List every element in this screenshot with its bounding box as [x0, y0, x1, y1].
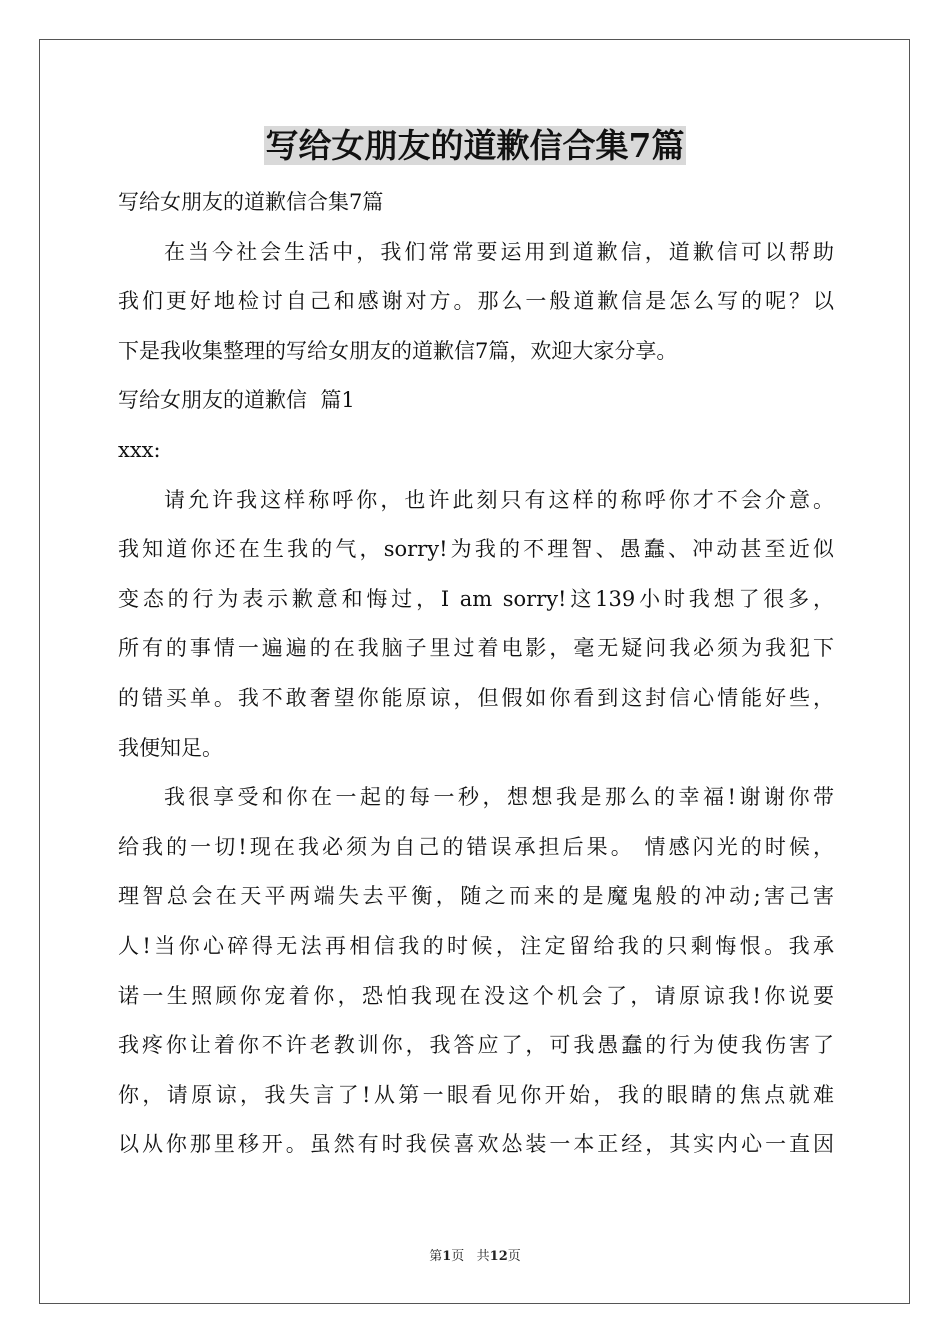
footer-page-number: 1 [442, 1249, 452, 1264]
footer-middle: 页 共 [451, 1249, 490, 1264]
intro-line: 在当今社会生活中，我们常常要运用到道歉信，道歉信可以帮助 [164, 239, 834, 264]
paragraph1-line: 所有的事情一遍遍的在我脑子里过着电影，毫无疑问我必须为我犯下 [118, 636, 834, 661]
paragraph2-line: 人!当你心碎得无法再相信我的时候，注定留给我的只剩悔恨。我承 [118, 933, 834, 958]
paragraph2-line: 我疼你让着你不许老教训你，我答应了，可我愚蠢的行为使我伤害了 [118, 1033, 834, 1058]
paragraph1-line: 我知道你还在生我的气，sorry!为我的不理智、愚蠢、冲动甚至近似 [118, 537, 834, 562]
salutation: xxx: [118, 437, 161, 462]
footer-prefix: 第 [429, 1249, 443, 1264]
document-title-text: 写给女朋友的道歉信合集7篇 [265, 126, 685, 165]
document-body [118, 178, 834, 1170]
subtitle: 写给女朋友的道歉信合集7篇 [118, 190, 384, 214]
paragraph1-line: 请允许我这样称呼你，也许此刻只有这样的称呼你才不会介意。 [164, 487, 834, 512]
paragraph1-line: 变态的行为表示歉意和悔过，I am sorry!这139小时我想了很多， [118, 586, 834, 611]
footer-total-pages: 12 [489, 1249, 508, 1264]
paragraph2-line: 我很享受和你在一起的每一秒，想想我是那么的幸福!谢谢你带 [164, 785, 834, 810]
paragraph2-line: 理智总会在天平两端失去平衡，随之而来的是魔鬼般的冲动;害己害 [118, 884, 834, 909]
page-footer [0, 1245, 950, 1264]
intro-line: 下是我收集整理的写给女朋友的道歉信7篇，欢迎大家分享。 [118, 338, 678, 363]
paragraph2-line: 诺一生照顾你宠着你，恐怕我现在没这个机会了，请原谅我!你说要 [118, 983, 834, 1008]
paragraph2-line: 你，请原谅，我失言了!从第一眼看见你开始，我的眼睛的焦点就难 [118, 1082, 834, 1107]
footer-suffix: 页 [507, 1249, 521, 1264]
section-heading: 写给女朋友的道歉信 篇1 [118, 388, 355, 413]
paragraph1-line: 我便知足。 [118, 735, 223, 760]
paragraph1-line: 的错买单。我不敢奢望你能原谅，但假如你看到这封信心情能好些， [118, 685, 834, 710]
paragraph2-line: 给我的一切!现在我必须为自己的错误承担后果。 情感闪光的时候， [118, 834, 834, 859]
paragraph2-line: 以从你那里移开。虽然有时我侯喜欢怂装一本正经，其实内心一直因 [118, 1132, 834, 1157]
document-title [0, 124, 950, 168]
intro-line: 我们更好地检讨自己和感谢对方。那么一般道歉信是怎么写的呢？以 [118, 289, 834, 314]
